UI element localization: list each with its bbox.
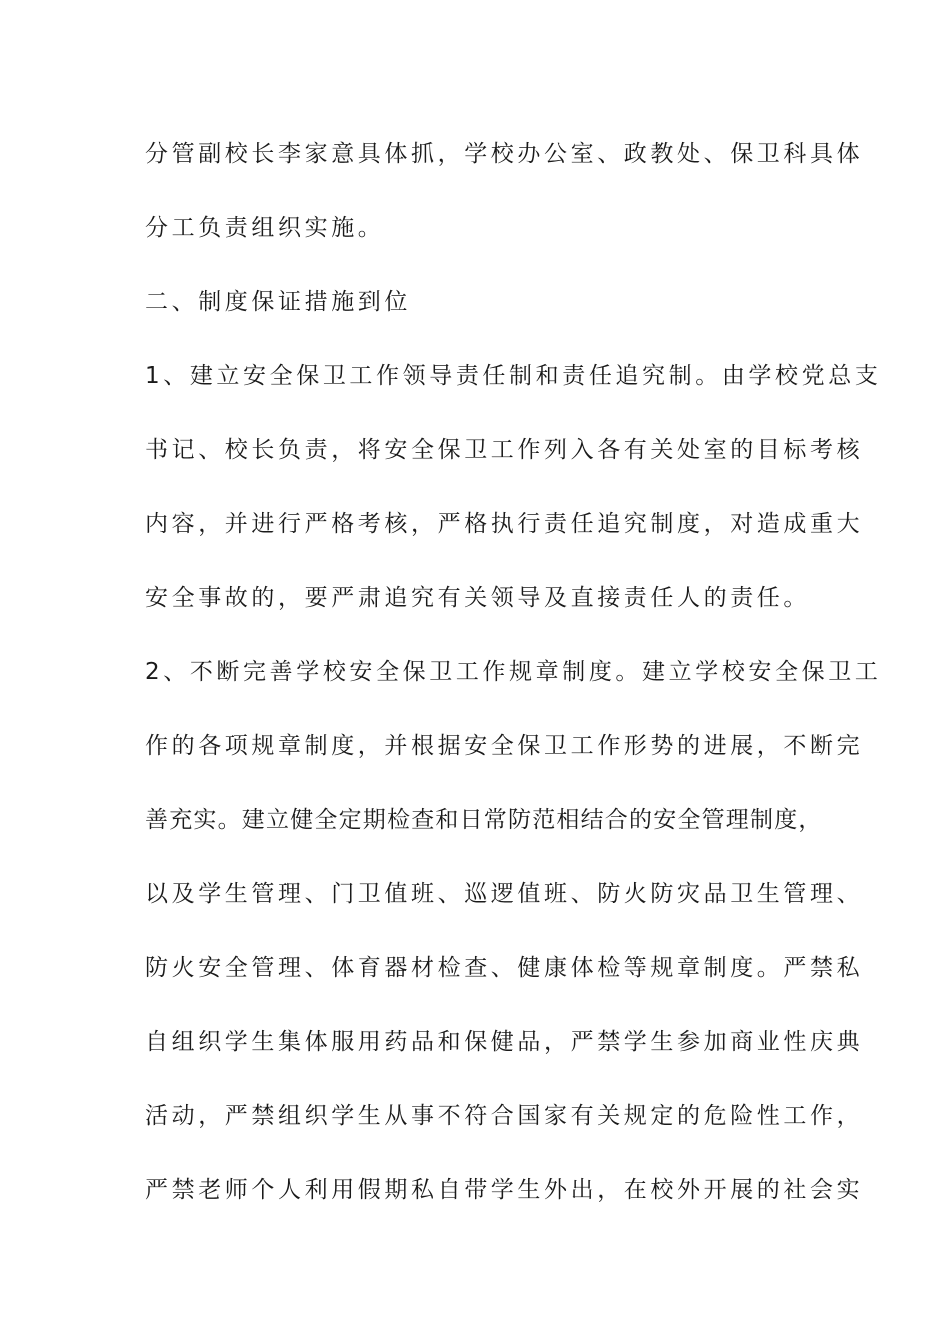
text-line-8: 2、不断完善学校安全保卫工作规章制度。建立学校安全保卫工 [145, 659, 882, 685]
text-line-9: 作的各项规章制度，并根据安全保卫工作形势的进展，不断完 [145, 733, 864, 759]
text-line-2: 分工负责组织实施。 [145, 215, 385, 241]
text-line-15: 严禁老师个人利用假期私自带学生外出，在校外开展的社会实 [145, 1177, 864, 1203]
text-line-1: 分管副校长李家意具体抓，学校办公室、政教处、保卫科具体 [145, 141, 864, 167]
text-line-11: 以及学生管理、门卫值班、巡逻值班、防火防灾品卫生管理、 [145, 881, 864, 907]
text-line-12: 防火安全管理、体育器材检查、健康体检等规章制度。严禁私 [145, 955, 864, 981]
text-line-4: 1、建立安全保卫工作领导责任制和责任追究制。由学校党总支 [145, 363, 882, 389]
text-line-14: 活动，严禁组织学生从事不符合国家有关规定的危险性工作， [145, 1103, 864, 1129]
text-line-6: 内容，并进行严格考核，严格执行责任追究制度，对造成重大 [145, 511, 864, 537]
text-line-13: 自组织学生集体服用药品和保健品，严禁学生参加商业性庆典 [145, 1029, 864, 1055]
document-body [145, 127, 882, 1237]
text-line-10: 善充实。建立健全定期检查和日常防范相结合的安全管理制度， [145, 807, 823, 833]
text-line-7: 安全事故的，要严肃追究有关领导及直接责任人的责任。 [145, 585, 810, 611]
section-heading: 二、制度保证措施到位 [145, 289, 411, 315]
text-line-5: 书记、校长负责，将安全保卫工作列入各有关处室的目标考核 [145, 437, 864, 463]
